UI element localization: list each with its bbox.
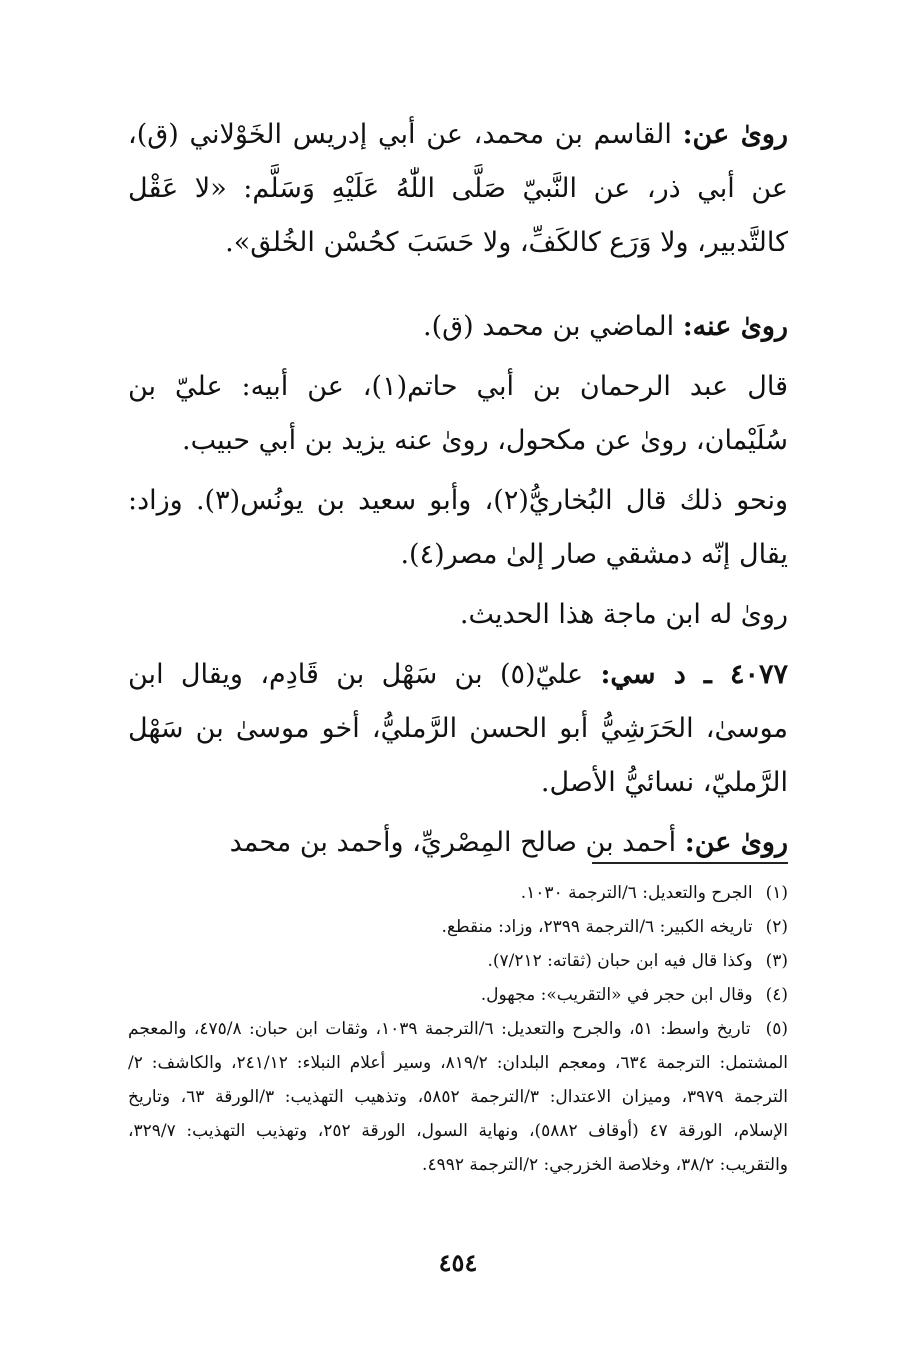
paragraph-text: ونحو ذلك قال البُخاريُّ(٢)، وأبو سعيد بن يونُس(٣). وزاد: يقال إنّه دمشقي صار إلىٰ مصر(٤).	[128, 485, 788, 570]
footnote-number: (٥)	[765, 1019, 788, 1039]
entry-4077	[128, 648, 788, 810]
footnote-1	[128, 876, 788, 910]
footnote-text: وكذا قال فيه ابن حبان (ثقاته: ٧/٢١٢).	[487, 951, 753, 971]
paragraph-narrated-by	[128, 300, 788, 354]
footnotes	[128, 876, 788, 1182]
footnote-text: الجرح والتعديل: ٦/الترجمة ١٠٣٠.	[520, 883, 753, 903]
footnote-5	[128, 1012, 788, 1182]
paragraph-text: الماضي بن محمد (ق).	[423, 311, 683, 342]
footnote-3	[128, 944, 788, 978]
paragraph-bukhari	[128, 474, 788, 582]
paragraph-text: عليّ(٥) بن سَهْل بن قَادِم، ويقال ابن موسىٰ، الحَرَشِيُّ أبو الحسن الرَّمليُّ، أخو موسىٰ بن سَهْل الرَّمليّ، نسائيُّ الأصل.	[128, 659, 788, 798]
footnote-text: تاريخه الكبير: ٦/الترجمة ٢٣٩٩، وزاد: منقطع.	[441, 917, 753, 937]
footnote-number: (٣)	[765, 951, 788, 971]
paragraph-text: رویٰ له ابن ماجة هذا الحديث.	[459, 599, 788, 630]
main-text	[128, 108, 788, 870]
footnote-number: (٢)	[765, 917, 788, 937]
paragraph-text: قال عبد الرحمان بن أبي حاتم(١)، عن أبيه: عليّ بن سُلَيْمان، رویٰ عن مكحول، رویٰ عنه يزيد بن أبي حبيب.	[128, 371, 788, 456]
footnote-number: (١)	[765, 883, 788, 903]
paragraph-text: القاسم بن محمد، عن أبي إدريس الخَوْلاني (ق)، عن أبي ذر، عن النَّبيّ صَلَّى اللّٰهُ عَلَيْهِ وَسَلَّم: «لا عَقْل كالتَّدبير، ولا وَرَع كالكَفِّ، ولا حَسَبَ كحُسْن الخُلق».	[128, 119, 788, 258]
footnote-number: (٤)	[765, 985, 788, 1005]
lead-label: رویٰ عنه:	[682, 311, 788, 342]
footnote-separator	[592, 862, 788, 864]
lead-label: رویٰ عن:	[684, 827, 788, 858]
footnote-text: تاريخ واسط: ٥١، والجرح والتعديل: ٦/الترجمة ١٠٣٩، وثقات ابن حبان: ٤٧٥/٨، والمعجم المشتمل: الترجمة ٦٣٤، ومعجم البلدان: ٨١٩/٢، وسير أعلام النبلاء: ٢٤١/١٢، والكاشف: ٢/الترجمة ٣٩٧٩، وميزان الاعتدال: ٣/الترجمة ٥٨٥٢، وتذهيب التهذيب: ٣/الورقة ٦٣، وتاريخ الإسلام، الورقة ٤٧ (أوقاف ٥٨٨٢)، ونهاية السول، الورقة ٢٥٢، وتهذيب التهذيب: ٣٢٩/٧، والتقريب: ٣٨/٢، وخلاصة الخزرجي: ٢/الترجمة ٤٩٩٢.	[128, 1019, 788, 1175]
paragraph-narrated-from	[128, 108, 788, 270]
paragraph-text: أحمد بن صالح المِصْريِّ، وأحمد بن محمد	[229, 827, 685, 858]
footnote-text: وقال ابن حجر في «التقريب»: مجهول.	[480, 985, 753, 1005]
page-number: ٤٥٤	[438, 1248, 478, 1277]
lead-label: رویٰ عن:	[682, 119, 788, 150]
entry-number: ٤٠٧٧ ـ د سي:	[600, 659, 788, 690]
footnote-2	[128, 910, 788, 944]
paragraph-ibn-majah	[128, 588, 788, 642]
paragraph-ibn-abi-hatim	[128, 360, 788, 468]
footnote-4	[128, 978, 788, 1012]
